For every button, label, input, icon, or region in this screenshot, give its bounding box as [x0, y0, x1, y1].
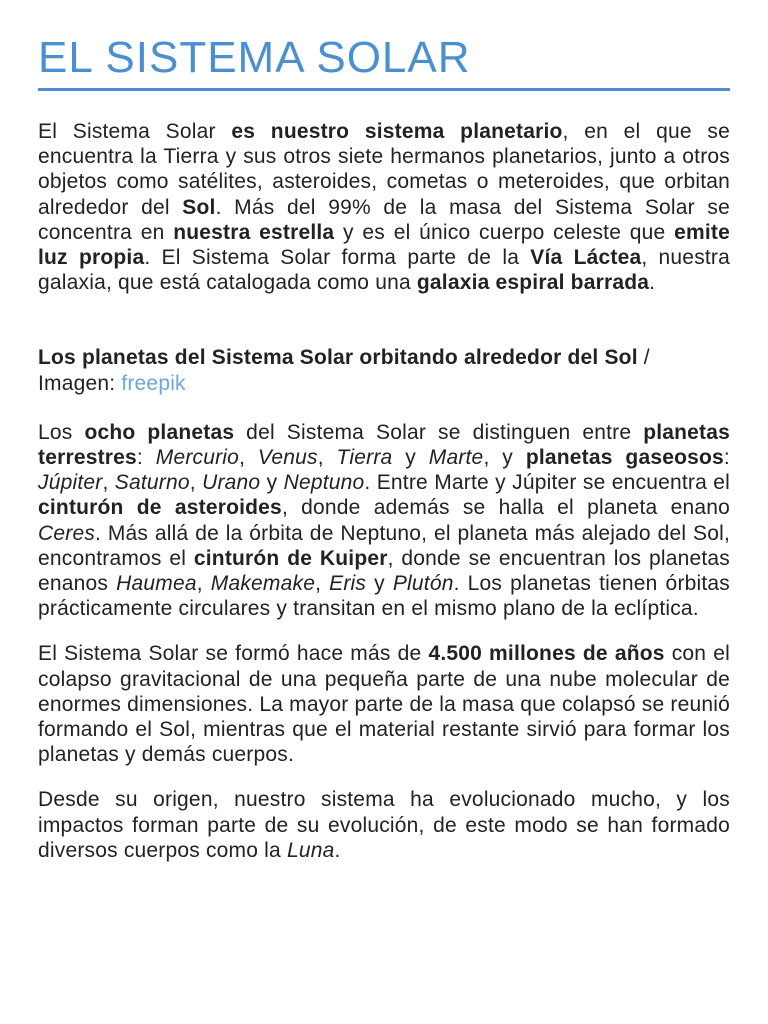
- intro-bold-5: Vía Láctea: [530, 246, 642, 270]
- intro-text-3: . Más del 99% de la masa del Sistema Solar se concentra en: [38, 195, 730, 244]
- para1-italic-5: Júpiter: [38, 471, 103, 495]
- para1-text-4: ,: [239, 446, 258, 470]
- para1-text-8: :: [723, 446, 730, 470]
- intro-text-2: , en el que se encuentra la Tierra y sus otros siete hermanos planetarios, junto a otros objetos como satélites, asteroides, cometas o meteroides, que orbitan alrededor del: [38, 120, 730, 219]
- para1-italic-12: Eris: [329, 572, 367, 596]
- para1-italic-11: Makemake: [210, 572, 316, 596]
- para1-text-6: y: [392, 446, 429, 470]
- para1-bold-3: planetas gaseosos: [525, 446, 724, 470]
- para1-text-15: , donde se encuentran los planetas enanos: [38, 546, 730, 596]
- para1-text-3: :: [136, 446, 156, 470]
- evolution-paragraph: [38, 787, 730, 863]
- para1-bold-4: cinturón de asteroides: [38, 496, 282, 520]
- para1-text-16: ,: [196, 572, 211, 596]
- intro-bold-2: Sol: [182, 195, 216, 219]
- para2-bold-1: 4.500 millones de años: [428, 642, 665, 666]
- para1-text-11: y: [260, 471, 284, 495]
- intro-bold-1: es nuestro sistema planetario: [231, 120, 563, 143]
- intro-text-1: El Sistema Solar: [38, 120, 232, 143]
- intro-paragraph: [38, 119, 730, 295]
- para1-italic-3: Tierra: [336, 446, 393, 470]
- para1-text-17: ,: [315, 572, 330, 596]
- para1-text-7: , y: [483, 446, 526, 470]
- title-underline: [38, 88, 730, 91]
- para2-text-2: con el colapso gravitacional de una pequeña parte de una nube molecular de enormes dimensiones. La mayor parte de la masa que colapsó se reunió formando el Sol, mientras que el material restante sirvió para formar los planetas y demás cuerpos.: [38, 642, 730, 767]
- para3-text-2: .: [334, 838, 341, 862]
- intro-text-6: , nuestra galaxia, que está catalogada como una: [38, 246, 730, 295]
- caption-separator: / Imagen:: [38, 346, 650, 395]
- para3-text-1: Desde su origen, nuestro sistema ha evolucionado mucho, y los impactos forman parte de su evolución, de este modo se han formado diversos cuerpos como la: [38, 788, 730, 862]
- intro-text-7: .: [649, 271, 656, 295]
- intro-bold-6: galaxia espiral barrada: [416, 271, 650, 295]
- image-caption: [38, 345, 730, 395]
- para1-text-19: . Los planetas tienen órbitas prácticamente circulares y transitan en el mismo plano de la eclíptica.: [38, 572, 730, 621]
- para2-text-1: El Sistema Solar se formó hace más de: [38, 642, 429, 666]
- para1-bold-5: cinturón de Kuiper: [193, 546, 388, 570]
- caption-title: Los planetas del Sistema Solar orbitando alrededor del Sol: [38, 346, 638, 370]
- intro-text-5: . El Sistema Solar forma parte de la: [144, 246, 531, 270]
- para1-text-9: ,: [102, 471, 115, 495]
- intro-bold-3: nuestra estrella: [173, 220, 335, 244]
- para1-italic-13: Plutón: [392, 572, 454, 596]
- para1-bold-1: ocho planetas: [84, 420, 235, 444]
- intro-bold-4: emite luz propia: [38, 220, 730, 270]
- para1-text-14: . Más allá de la órbita de Neptuno, el planeta más alejado del Sol, encontramos el: [38, 521, 730, 570]
- para1-italic-2: Venus: [257, 446, 318, 470]
- para1-text-18: y: [366, 572, 393, 596]
- para1-italic-7: Urano: [202, 471, 261, 495]
- para1-text-10: ,: [189, 471, 203, 495]
- para1-text-5: ,: [317, 446, 337, 470]
- para1-text-13: , donde además se halla el planeta enano: [281, 496, 730, 520]
- para1-bold-2: planetas terrestres: [38, 420, 730, 470]
- image-credit-link[interactable]: freepik: [121, 371, 186, 395]
- para1-text-1: Los: [38, 420, 85, 444]
- intro-text-4: y es el único cuerpo celeste que: [334, 220, 675, 244]
- para1-text-2: del Sistema Solar se distinguen entre: [234, 420, 644, 444]
- para1-italic-4: Marte: [428, 446, 484, 470]
- para1-italic-9: Ceres: [38, 521, 96, 545]
- para1-italic-1: Mercurio: [155, 446, 240, 470]
- para1-italic-8: Neptuno: [283, 471, 365, 495]
- page-title: EL SISTEMA SOLAR: [38, 33, 471, 82]
- formation-paragraph: [38, 641, 730, 767]
- para1-italic-10: Haumea: [116, 572, 197, 596]
- para1-text-12: . Entre Marte y Júpiter se encuentra el: [364, 471, 730, 495]
- planets-paragraph: [38, 420, 730, 622]
- para1-italic-6: Saturno: [114, 471, 190, 495]
- para3-italic-1: Luna: [286, 838, 335, 862]
